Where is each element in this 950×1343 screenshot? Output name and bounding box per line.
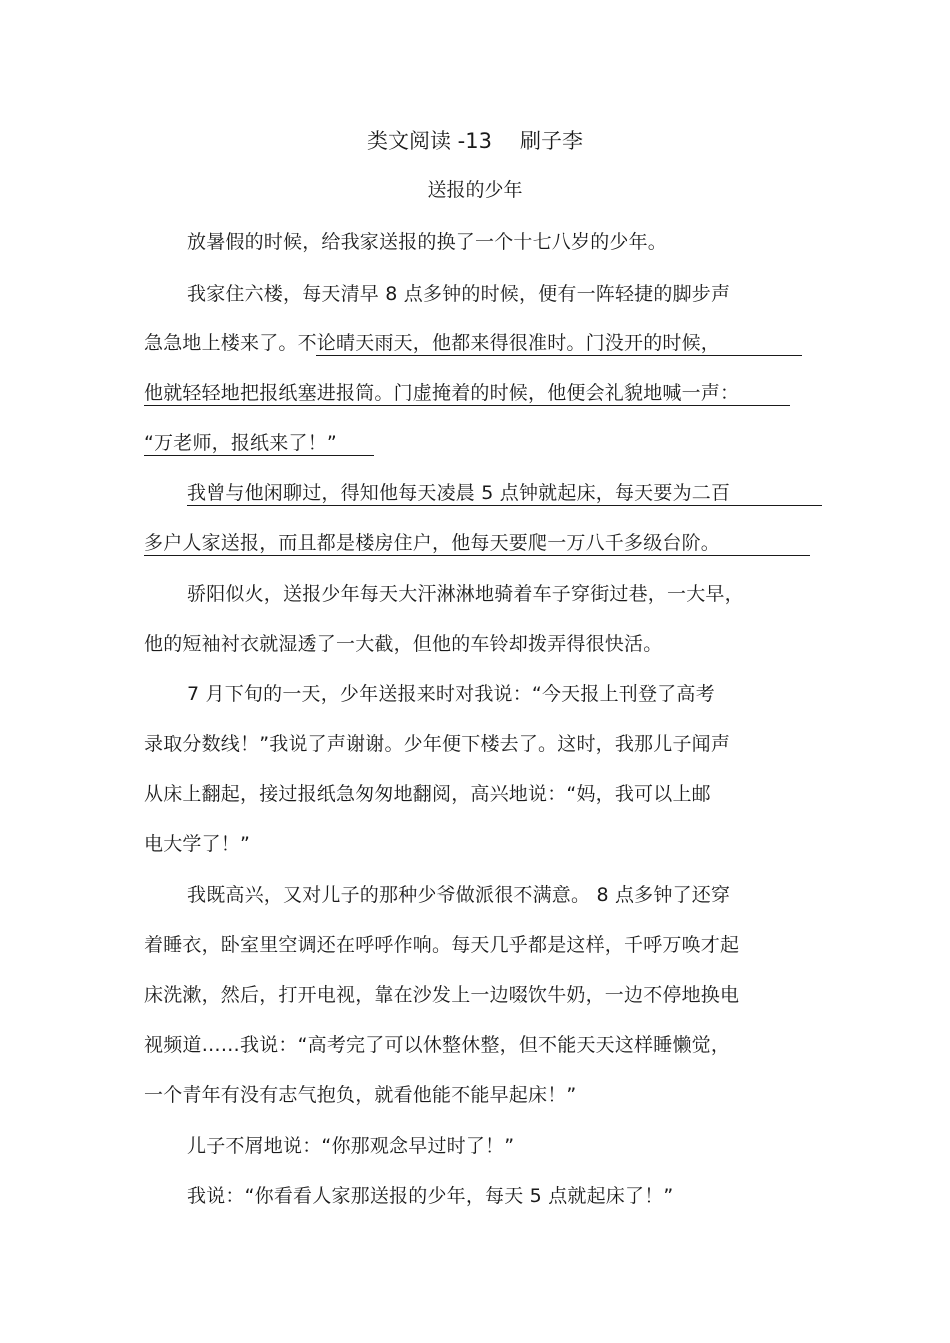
page-title — [0, 128, 950, 154]
paragraph-line: 骄阳似火，送报少年每天大汗淋淋地骑着车子穿街过巷，一大早， — [187, 583, 744, 605]
title-main: 类文阅读 -13 — [367, 129, 492, 153]
underline-mark — [187, 505, 822, 506]
paragraph-line: 录取分数线！”我说了声谢谢。少年便下楼去了。这时，我那儿子闻声 — [144, 733, 731, 755]
paragraph-line: 7 月下旬的一天，少年送报来时对我说：“今天报上刊登了高考 — [187, 683, 715, 705]
underline-mark — [144, 455, 374, 456]
paragraph-line: 视频道……我说：“高考完了可以休整休整，但不能天天这样睡懒觉， — [144, 1034, 731, 1056]
underline-mark — [316, 355, 802, 356]
paragraph-line: 床洗漱，然后，打开电视，靠在沙发上一边啜饮牛奶，一边不停地换电 — [144, 984, 740, 1006]
paragraph-line: 急急地上楼来了。不论晴天雨天，他都来得很准时。门没开的时候， — [144, 332, 721, 354]
underline-mark — [144, 555, 810, 556]
paragraph-line: 多户人家送报，而且都是楼房住户，他每天要爬一万八千多级台阶。 — [144, 532, 721, 554]
title-author: 刷子李 — [519, 129, 583, 153]
paragraph-line: 我既高兴，又对儿子的那种少爷做派很不满意。 8 点多钟了还穿 — [187, 884, 731, 906]
paragraph-line: 他的短袖衬衣就湿透了一大截，但他的车铃却拨弄得很快活。 — [144, 633, 663, 655]
paragraph-line: 我曾与他闲聊过，得知他每天凌晨 5 点钟就起床，每天要为二百 — [187, 482, 731, 504]
paragraph-line: 他就轻轻地把报纸塞进报筒。门虚掩着的时候，他便会礼貌地喊一声： — [144, 382, 740, 404]
underline-mark — [144, 405, 790, 406]
paragraph-line: “万老师，报纸来了！” — [144, 432, 337, 454]
article-title: 送报的少年 — [427, 179, 523, 201]
paragraph-line: 放暑假的时候，给我家送报的换了一个十七八岁的少年。 — [187, 231, 668, 253]
paragraph-line: 一个青年有没有志气抱负，就看他能不能早起床！” — [144, 1084, 577, 1106]
paragraph-line: 从床上翻起，接过报纸急匆匆地翻阅，高兴地说：“妈，我可以上邮 — [144, 783, 711, 805]
paragraph-line: 着睡衣，卧室里空调还在呼呼作响。每天几乎都是这样，千呼万唤才起 — [144, 934, 740, 956]
paragraph-line: 我说：“你看看人家那送报的少年，每天 5 点就起床了！” — [187, 1185, 674, 1207]
paragraph-line: 儿子不屑地说：“你那观念早过时了！” — [187, 1135, 515, 1157]
paragraph-line: 电大学了！” — [144, 833, 251, 855]
paragraph-line: 我家住六楼，每天清早 8 点多钟的时候，便有一阵轻捷的脚步声 — [187, 283, 731, 305]
